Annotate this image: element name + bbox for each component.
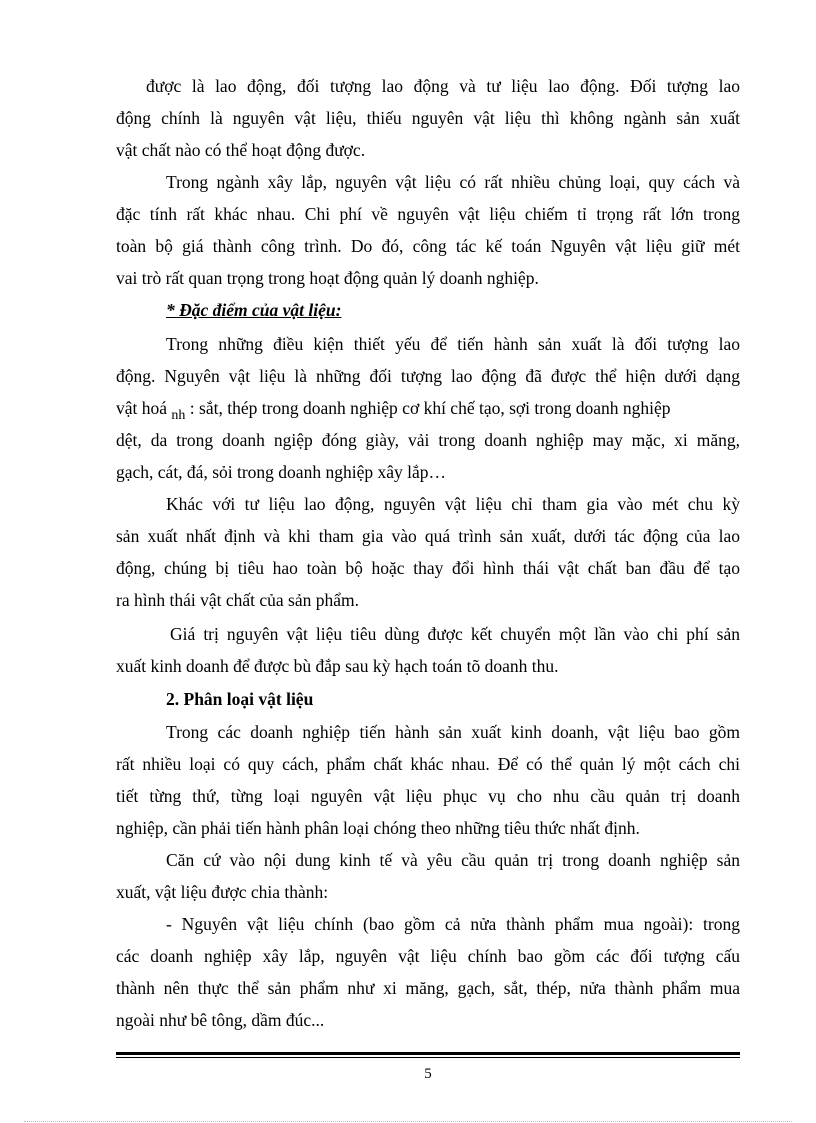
page-edge-divider <box>24 1121 792 1122</box>
text-line: vai trò rất quan trọng trong hoạt động quản lý doanh nghiệp. <box>116 268 539 288</box>
footer-rule-thin <box>116 1057 740 1058</box>
text-line: Khác với tư liệu lao động, nguyên vật liệu chỉ tham gia vào mét chu kỳ <box>166 494 740 514</box>
text-line: ngoài như bê tông, dầm đúc... <box>116 1010 325 1030</box>
text-line: toàn bộ giá thành công trình. Do đó, công tác kế toán Nguyên vật liệu giữ mét <box>116 236 740 256</box>
text-line: các doanh nghiệp xây lắp, nguyên vật liệu chính bao gồm các đối tượng cấu <box>116 946 740 966</box>
text-line: được là lao động, đối tượng lao động và tư liệu lao động. Đối tượng lao <box>146 76 740 96</box>
text-line: Giá trị nguyên vật liệu tiêu dùng được kết chuyển một lần vào chi phí sản <box>170 624 740 644</box>
subscript-text: nh <box>171 408 186 423</box>
text-line: động. Nguyên vật liệu là những đối tượng lao động đã được thể hiện dưới dạng <box>116 366 740 386</box>
footer-rule-thick <box>116 1052 740 1055</box>
text-line: Trong ngành xây lắp, nguyên vật liệu có rất nhiều chủng loại, quy cách và <box>166 172 740 192</box>
text-line: vật chất nào có thể hoạt động được. <box>116 140 366 160</box>
text-line: - Nguyên vật liệu chính (bao gồm cả nửa thành phẩm mua ngoài): trong <box>166 914 740 934</box>
text-line: rất nhiều loại có quy cách, phẩm chất khác nhau. Để có thể quản lý một cách chi <box>116 754 740 774</box>
text-line: nghiệp, cần phải tiến hành phân loại chóng theo những tiêu thức nhất định. <box>116 818 640 838</box>
text-line: Căn cứ vào nội dung kinh tế và yêu cầu quản trị trong doanh nghiệp sản <box>166 850 740 870</box>
text-line: xuất kinh doanh để được bù đắp sau kỳ hạch toán tõ doanh thu. <box>116 656 559 676</box>
text-fragment: : sắt, thép trong doanh nghiệp cơ khí chế tạo, sợi trong doanh nghiệp <box>189 398 671 418</box>
section-heading: * Đặc điểm của vật liệu: <box>166 300 342 320</box>
section-heading: 2. Phân loại vật liệu <box>166 689 314 709</box>
text-line: Trong các doanh nghiệp tiến hành sản xuất kinh doanh, vật liệu bao gồm <box>166 722 740 742</box>
text-line: động chính là nguyên vật liệu, thiếu nguyên vật liệu thì không ngành sản xuất <box>116 108 740 128</box>
text-line: động, chúng bị tiêu hao toàn bộ hoặc thay đổi hình thái vật chất ban đầu để tạo <box>116 558 740 578</box>
text-fragment: vật hoá <box>116 398 168 418</box>
text-line: Trong những điều kiện thiết yếu để tiến hành sản xuất là đối tượng lao <box>166 334 740 354</box>
text-line: gạch, cát, đá, sỏi trong doanh nghiệp xây lắp… <box>116 462 446 482</box>
text-line: xuất, vật liệu được chia thành: <box>116 882 329 902</box>
text-line: sản xuất nhất định và khi tham gia vào quá trình sản xuất, dưới tác động của lao <box>116 526 740 546</box>
text-line: tiết từng thứ, từng loại nguyên vật liệu phục vụ cho nhu cầu quản trị doanh <box>116 786 740 806</box>
page-number: 5 <box>424 1066 432 1082</box>
text-line: dệt, da trong doanh ngiệp đóng giày, vải trong doanh nghiệp may mặc, xi măng, <box>116 430 740 450</box>
text-line: đặc tính rất khác nhau. Chi phí về nguyên vật liệu chiếm tỉ trọng rất lớn trong <box>116 204 740 224</box>
text-line <box>116 398 740 423</box>
text-line: ra hình thái vật chất của sản phẩm. <box>116 590 359 610</box>
text-line: thành nên thực thể sản phẩm như xi măng, gạch, sắt, thép, nửa thành phẩm mua <box>116 978 740 998</box>
